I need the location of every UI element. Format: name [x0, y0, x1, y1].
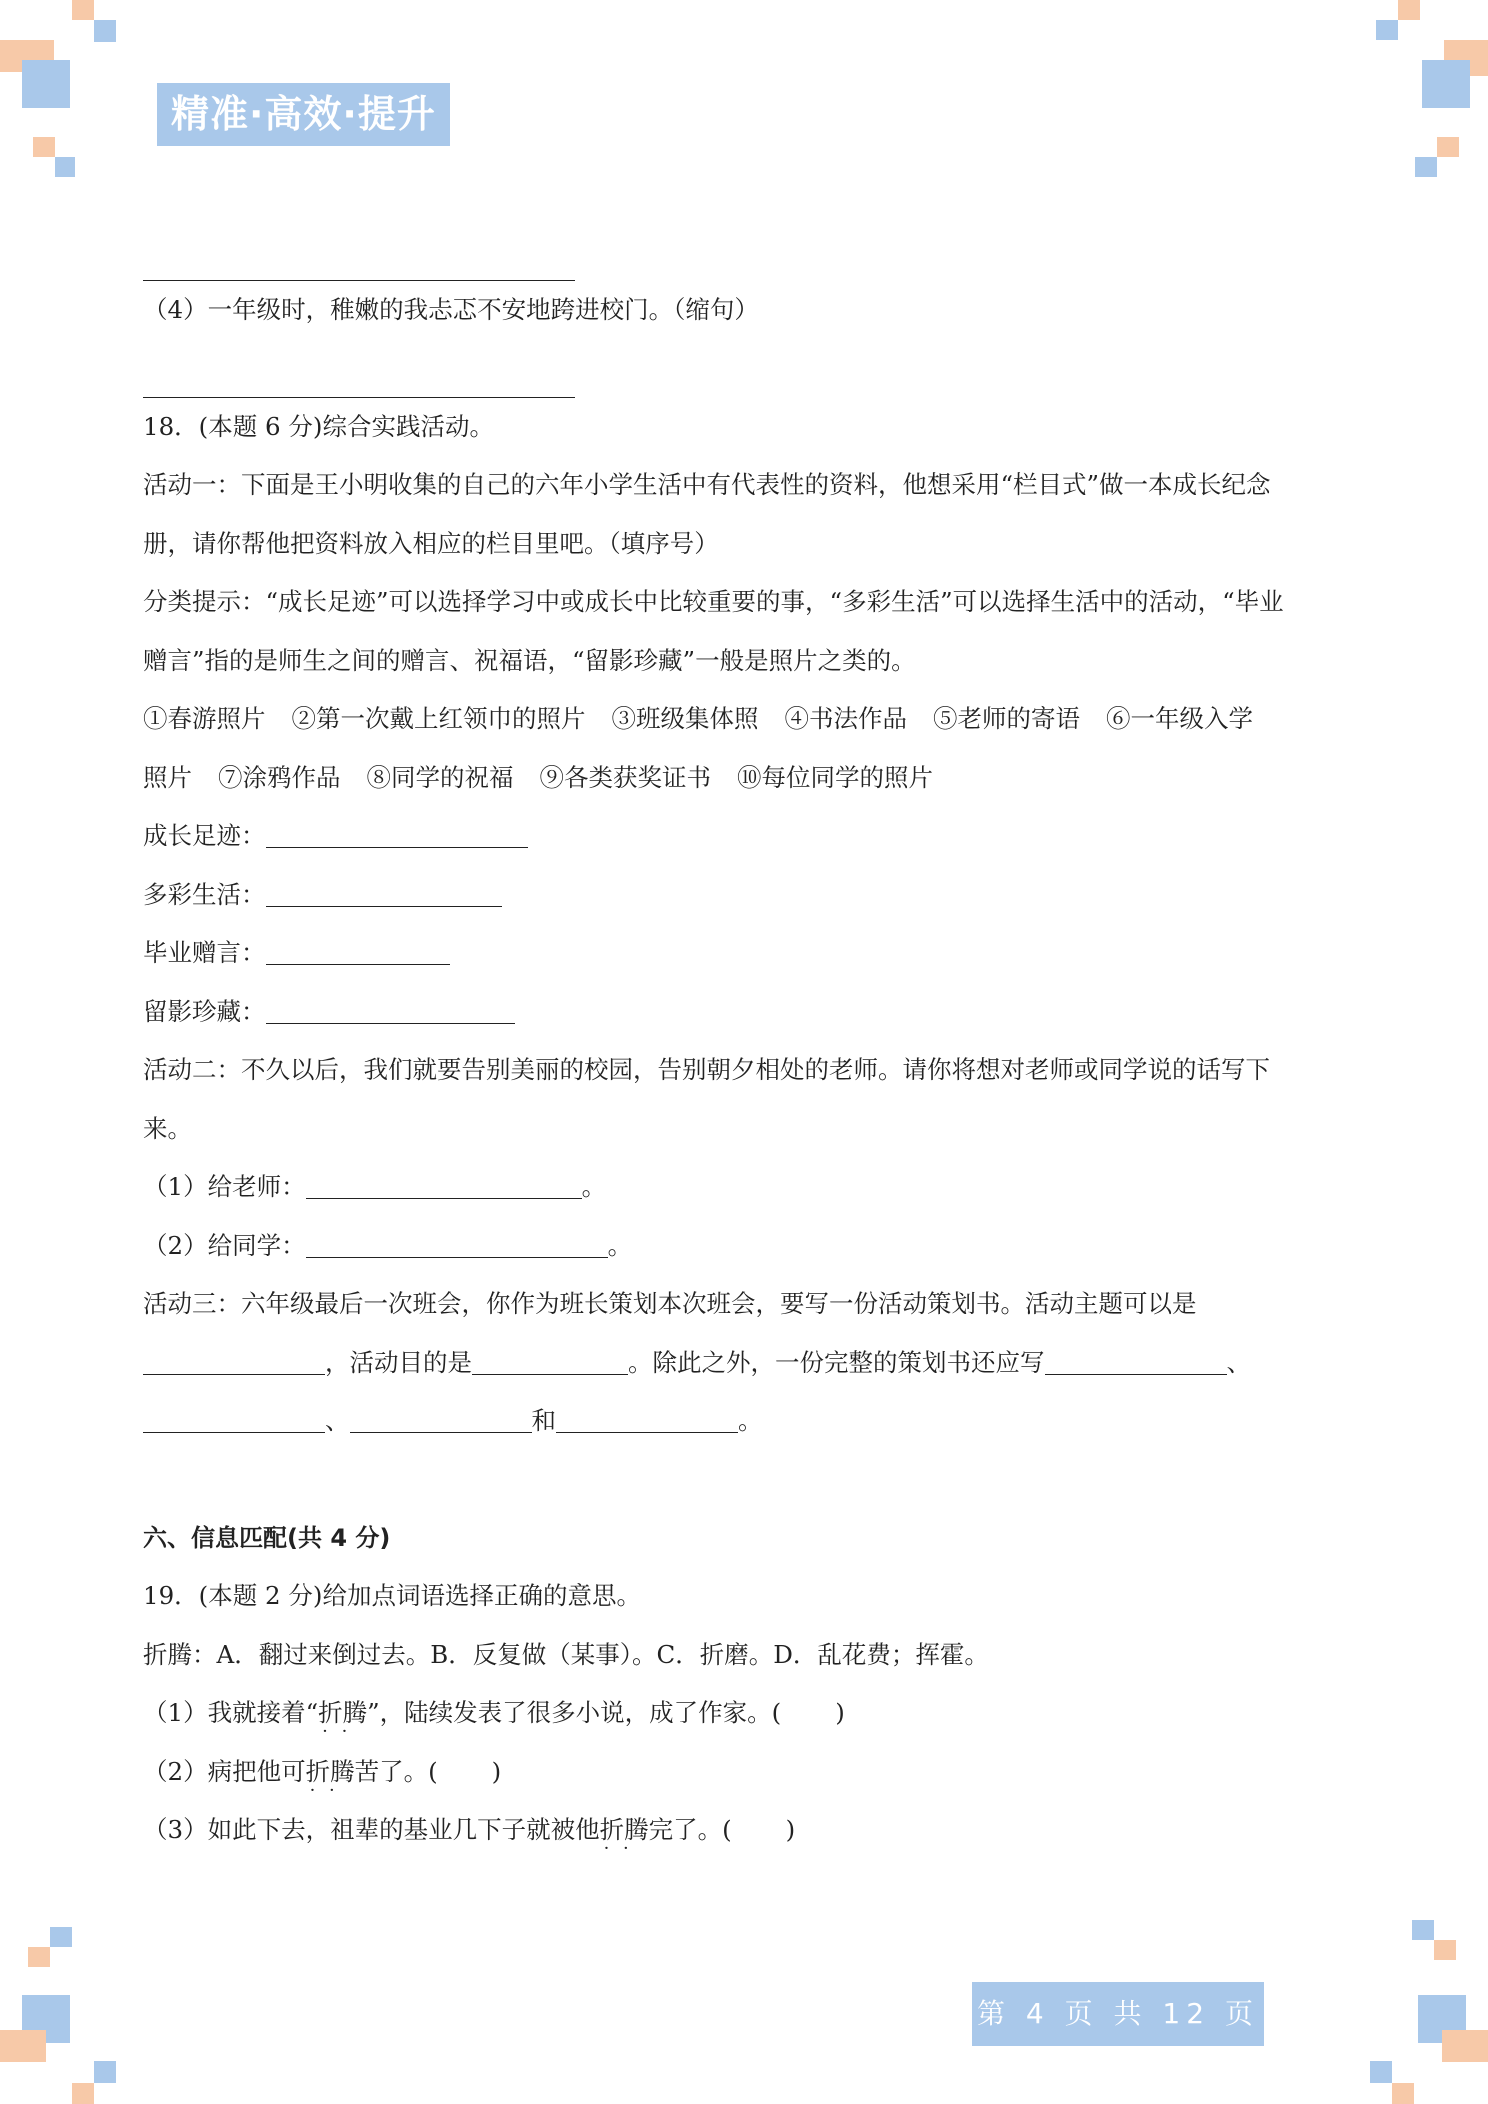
item-2: ②第一次戴上红领巾的照片 [291, 704, 586, 733]
category-message [143, 924, 1353, 983]
theme-blank[interactable] [143, 1346, 325, 1375]
q19-sentence-1 [143, 1684, 1353, 1743]
period: 。 [607, 1230, 633, 1260]
close-paren: ) [835, 1698, 845, 1727]
category-label: 毕业赠言： [143, 938, 266, 967]
plan-label: 。除此之外，一份完整的策划书还应写 [628, 1347, 1045, 1377]
period: 。 [581, 1172, 607, 1201]
answer-blank[interactable] [143, 369, 575, 398]
q17-4-text: （4）一年级时，稚嫩的我忐忑不安地跨进校门。（缩句） [143, 294, 759, 324]
close-paren: ) [491, 1756, 502, 1786]
item-4: ④书法作品 [784, 704, 907, 733]
item-7: ⑦涂鸦作品 [218, 762, 341, 792]
category-life-blank[interactable] [266, 878, 502, 907]
q18-activity2-line1: 活动二：不久以后，我们就要告别美丽的校园，告别朝夕相处的老师。请你将想对老师或同学说的话写下 [143, 1055, 1270, 1084]
q18-activity3-line1: 活动三：六年级最后一次班会，你作为班长策划本次班会，要写一份活动策划书。活动主题可以是 [143, 1289, 1197, 1318]
q19-title: 19．(本题 2 分)给加点词语选择正确的意思。 [143, 1581, 641, 1610]
item-6: ⑥一年级入学 [1106, 704, 1253, 733]
sentence-text: ”，陆续发表了很多小说，成了作家。( [367, 1698, 782, 1727]
category-photos-blank[interactable] [266, 995, 515, 1024]
sentence-text: 完了。( [648, 1815, 732, 1844]
q19-sentence-3 [143, 1801, 1353, 1860]
answer-line [143, 339, 1353, 398]
plan-blank-1[interactable] [1045, 1346, 1227, 1375]
classmate-blank[interactable] [306, 1229, 608, 1258]
item-8: ⑧同学的祝福 [366, 762, 514, 792]
item-10: ⑩每位同学的照片 [737, 762, 933, 792]
category-growth [143, 807, 1353, 866]
q18-activity3-line3 [143, 1392, 1353, 1451]
answer-line [143, 222, 1353, 281]
sentence-text: （2）病把他可 [143, 1756, 306, 1786]
dotted-word: 折腾 · · [318, 1698, 367, 1727]
page-number: 第 4 页 共 12 页 [972, 1982, 1264, 2046]
q18-hint-line1: 分类提示：“成长足迹”可以选择学习中或成长中比较重要的事，“多彩生活”可以选择生活中的活动，“毕业 [143, 587, 1284, 616]
q18-activity1-line2: 册，请你帮他把资料放入相应的栏目里吧。（填序号） [143, 528, 719, 558]
q18-activity3-line2 [143, 1334, 1353, 1393]
plan-blank-3[interactable] [350, 1404, 532, 1433]
category-message-blank[interactable] [266, 936, 450, 965]
q19-sentence-2 [143, 1743, 1353, 1802]
category-label: 成长足迹： [143, 821, 266, 850]
page-content [143, 222, 1353, 1860]
separator: 、 [1226, 1347, 1251, 1377]
item-5: ⑤老师的寄语 [933, 704, 1080, 733]
plan-blank-2[interactable] [143, 1404, 325, 1433]
dotted-word: 折腾 · · [600, 1815, 649, 1844]
q19-definition: 折腾：A．翻过来倒过去。B．反复做（某事）。C．折磨。D．乱花费；挥霍。 [143, 1639, 989, 1669]
conjunction: 和 [531, 1406, 556, 1435]
sentence-text: （3）如此下去，祖辈的基业几下子就被他 [143, 1815, 600, 1844]
period: 。 [738, 1406, 763, 1435]
category-label: 多彩生活： [143, 879, 266, 909]
q18-activity2-teacher [143, 1158, 1353, 1217]
sentence-text: （1）我就接着“ [143, 1698, 319, 1727]
q18-title: 18．(本题 6 分)综合实践活动。 [143, 411, 494, 441]
q18-items-line1 [143, 690, 1353, 749]
item-6-cont: 照片 [143, 762, 192, 792]
purpose-label: ，活动目的是 [325, 1347, 472, 1377]
item-3: ③班级集体照 [611, 704, 759, 733]
q18-activity2-classmate [143, 1217, 1353, 1276]
q18-activity2-line2: 来。 [143, 1113, 192, 1143]
sentence-text: 苦了。( [354, 1756, 438, 1786]
classmate-label: （2）给同学： [143, 1230, 306, 1260]
category-label: 留影珍藏： [143, 996, 266, 1026]
category-growth-blank[interactable] [266, 819, 528, 848]
answer-blank[interactable] [143, 252, 575, 281]
teacher-label: （1）给老师： [143, 1172, 306, 1201]
section6-heading: 六、信息匹配(共 4 分) [143, 1523, 391, 1552]
dotted-word: 折腾 · · [306, 1757, 355, 1786]
category-life [143, 866, 1353, 925]
item-9: ⑨各类获奖证书 [539, 762, 711, 792]
separator: 、 [325, 1406, 350, 1435]
category-photos [143, 983, 1353, 1042]
teacher-blank[interactable] [306, 1170, 582, 1199]
purpose-blank[interactable] [472, 1346, 628, 1375]
q18-activity1-line1: 活动一：下面是王小明收集的自己的六年小学生活中有代表性的资料，他想采用“栏目式”做一本成长纪念 [143, 470, 1271, 499]
close-paren: ) [785, 1815, 796, 1844]
plan-blank-4[interactable] [556, 1404, 738, 1433]
item-1: ①春游照片 [143, 704, 266, 733]
q18-hint-line2: 赠言”指的是师生之间的赠言、祝福语，“留影珍藏”一般是照片之类的。 [143, 645, 916, 675]
brand-banner: 精准·高效·提升 [157, 83, 450, 146]
q18-items-line2 [143, 749, 1353, 808]
